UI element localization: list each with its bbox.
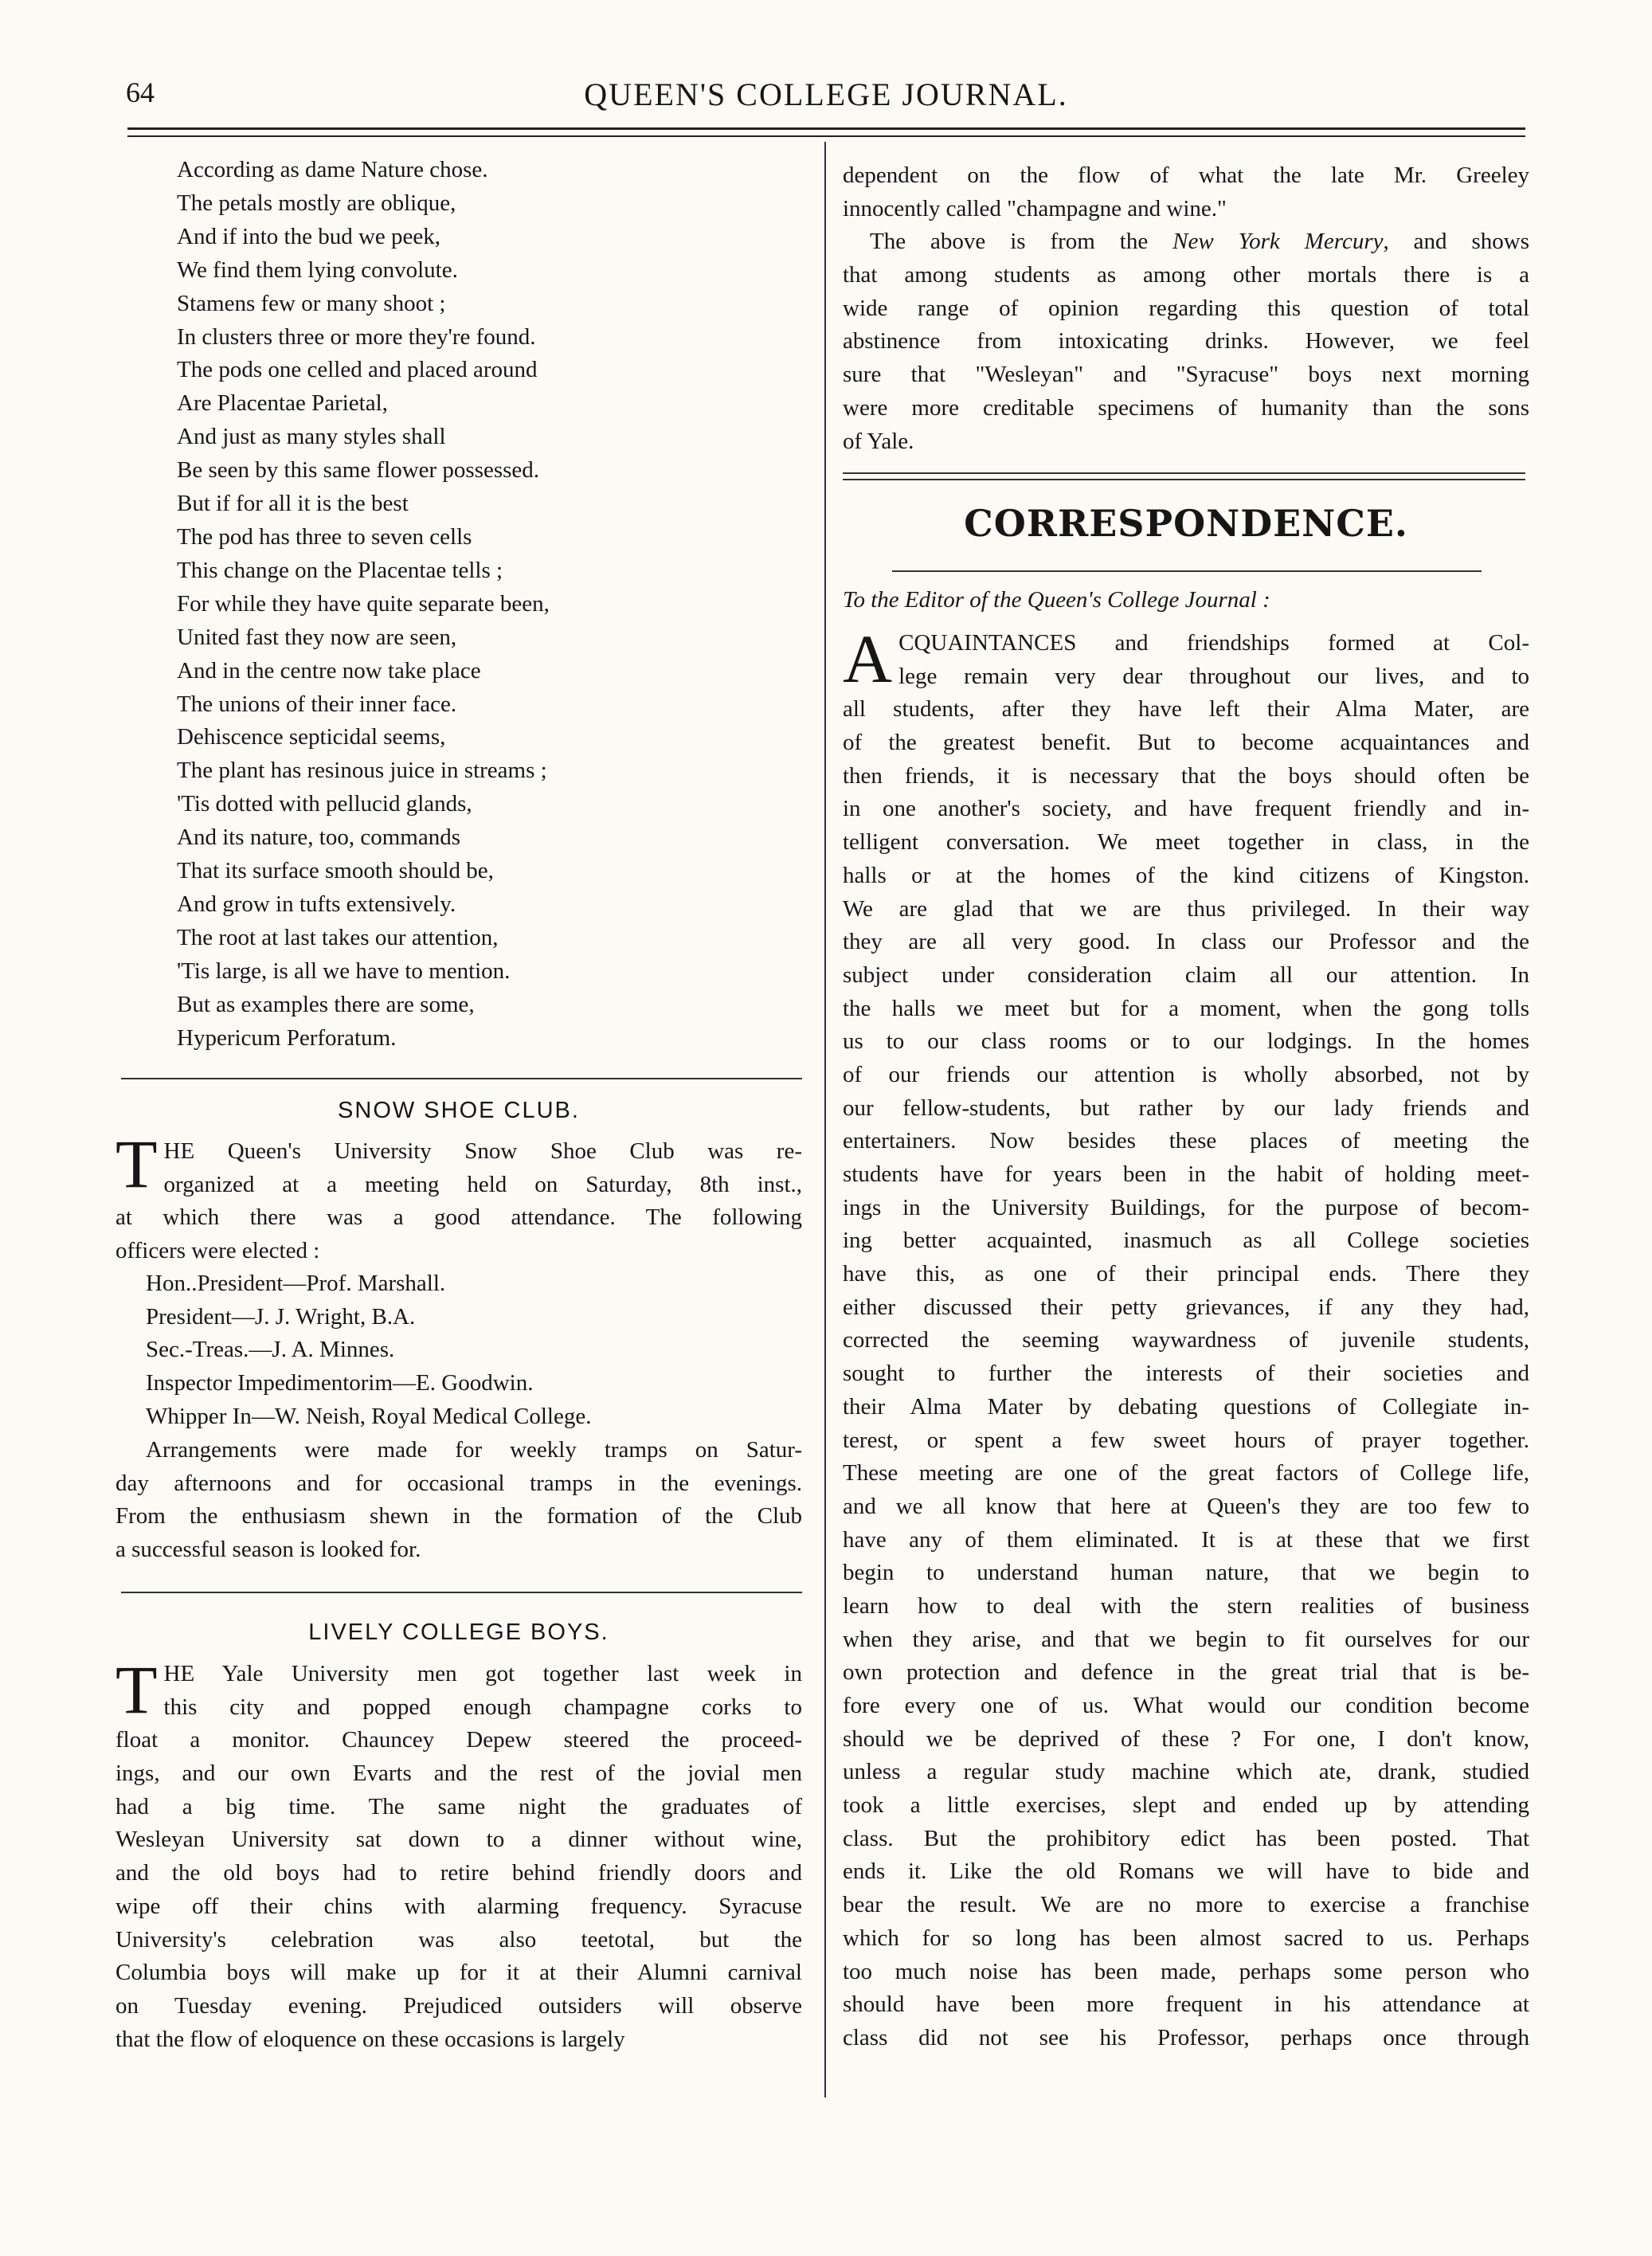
text-line: us to our class rooms or to our lodgings. In the homes [843,1028,1529,1055]
snow-shoe-title: SNOW SHOE CLUB. [338,1098,580,1123]
snow-shoe-article [115,1126,802,1202]
text-line: organized at a meeting held on Saturday, 8th inst., [163,1171,802,1197]
section-rule [843,472,1525,474]
source-suffix: , and shows [1383,229,1529,255]
text-line: Wesleyan University sat down to a dinner without wine, [115,1827,802,1853]
poem-line: But if for all it is the best [177,491,409,517]
yale-continuation [843,159,1529,458]
text-line: unless a regular study machine which ate, drank, studied [843,1759,1529,1785]
text-line: ing better acquainted, inasmuch as all College societies [843,1228,1529,1254]
text-line: terest, or spent a few sweet hours of prayer together. [843,1427,1529,1453]
poem-line: Be seen by this same flower possessed. [177,457,540,484]
poem-line: Hypericum Perforatum. [177,1024,397,1051]
text-line: dependent on the flow of what the late Mr. Greeley [843,163,1529,188]
poem-line: 'Tis large, is all we have to mention. [177,958,511,984]
drop-cap: T [115,1126,158,1202]
text-line: class. But the prohibitory edict has been posted. That [843,1825,1529,1851]
poem-line: And if into the bud we peek, [177,223,441,249]
text-line: lege remain very dear throughout our lives, and to [898,663,1529,689]
poem [177,154,798,1055]
text-line: We are glad that we are thus privileged. In their way [843,895,1529,922]
text-line: bear the result. We are no more to exercise a franchise [843,1892,1529,1918]
text-line: class did not see his Professor, perhaps once through [843,2024,1529,2050]
text-line: ings, and our own Evarts and the rest of the jovial men [115,1761,802,1787]
source-name: New York Mercury [1172,229,1384,255]
poem-line: The pod has three to seven cells [177,523,472,550]
text-line: entertainers. Now besides these places of meeting the [843,1128,1529,1154]
text-line: wide range of opinion regarding this question of total [843,295,1529,321]
text-line: CQUAINTANCES and friendships formed at Col- [898,630,1529,656]
poem-line: And in the centre now take place [177,657,481,683]
text-line: that among students as among other mortals there is a [843,262,1529,288]
text-line: sought to further the interests of their societies and [843,1361,1529,1387]
text-line: Arrangements were made for weekly tramps on Satur- [146,1437,802,1463]
poem-line: Stamens few or many shoot ; [177,290,446,316]
snow-shoe-closing [115,1434,802,1567]
poem-line: And grow in tufts extensively. [177,891,456,917]
page-number: 64 [126,76,155,108]
text-line: wipe off their chins with alarming frequency. Syracuse [115,1893,802,1919]
journal-title: QUEEN'S COLLEGE JOURNAL. [584,76,1068,112]
correspondence-title: CORRESPONDENCE. [964,502,1408,545]
lively-title: LIVELY COLLEGE BOYS. [308,1620,609,1645]
text-line: float a monitor. Chauncey Depew steered the proceed- [115,1727,802,1753]
officer-entry: Inspector Impedimentorim—E. Goodwin. [146,1370,534,1396]
text-line: fore every one of us. What would our condition become [843,1693,1529,1718]
text-line: halls or at the homes of the kind citizens of Kingston. [843,862,1529,888]
text-line: which for so long has been almost sacred to us. Perhaps [843,1925,1529,1951]
text-line: should have been more frequent in his attendance at [843,1992,1529,2018]
text-line: have any of them eliminated. It is at these that we first [843,1526,1529,1553]
text-line: day afternoons and for occasional tramps in the evenings. [115,1470,802,1496]
text-line: Columbia boys will make up for it at their Alumni carnival [115,1960,802,1986]
text-line: this city and popped enough champagne corks to [163,1694,802,1720]
text-line: then friends, it is necessary that the boys should often be [843,762,1529,789]
text-line: at which there was a good attendance. The following [115,1204,802,1230]
text-line: they are all very good. In class our Professor and the [843,929,1529,955]
poem-line: The pods one celled and placed around [177,357,538,383]
text-line: in one another's society, and have frequent friendly and in- [843,796,1529,822]
poem-line: And its nature, too, commands [177,824,461,851]
editor-salutation: To the Editor of the Queen's College Journal : [843,587,1270,613]
poem-line: The petals mostly are oblique, [177,190,456,216]
source-prefix: The above is from the [870,229,1173,255]
section-rule [121,1592,802,1593]
section-rule [121,1078,802,1079]
text-line: took a little exercises, slept and ended up by attending [843,1792,1529,1819]
text-line: have this, as one of their principal ends. There they [843,1261,1529,1287]
poem-line: The root at last takes our attention, [177,924,499,950]
header-rule-thin [127,135,1525,137]
text-line: ends it. Like the old Romans we will have to bide and [843,1858,1529,1885]
text-line: our fellow-students, but rather by our lady friends and [843,1095,1529,1121]
poem-line: In clusters three or more they're found. [177,323,536,350]
text-line: subject under consideration claim all our attention. In [843,962,1529,988]
text-line: corrected the seeming waywardness of juvenile students, [843,1327,1529,1353]
officer-entry: Whipper In—W. Neish, Royal Medical College. [146,1403,592,1429]
officers-list [115,1267,802,1433]
text-line: of the greatest benefit. But to become acquaintances and [843,730,1529,756]
correspondence-letter [843,621,1529,2055]
text-line: when they arise, and that we begin to fit ourselves for our [843,1626,1529,1652]
poem-line: The unions of their inner face. [177,691,457,717]
text-line [843,225,1529,259]
text-line: These meeting are one of the great factors of College life, [843,1460,1529,1486]
poem-line: For while they have quite separate been, [177,590,550,617]
header-rule [127,127,1525,130]
correspondence-rule [892,570,1482,572]
drop-cap: A [843,621,893,697]
text-line: were more creditable specimens of humanity than the sons [843,394,1529,421]
text-line: and we all know that here at Queen's they are too few to [843,1493,1529,1519]
section-rule-thin [843,479,1525,480]
text-line: students have for years been in the habit of holding meet- [843,1161,1529,1187]
text-line: begin to understand human nature, that we begin to [843,1560,1529,1586]
officer-entry: Sec.-Treas.—J. A. Minnes. [146,1337,395,1363]
poem-line: And just as many styles shall [177,424,446,450]
text-line: University's celebration was also teetotal, but the [115,1926,802,1952]
officer-entry: President—J. J. Wright, B.A. [146,1303,416,1330]
text-line: that the flow of eloquence on these occasions is largely [115,2026,625,2052]
officer-entry: Hon..President—Prof. Marshall. [146,1271,446,1296]
poem-line: That its surface smooth should be, [177,858,494,884]
text-line: on Tuesday evening. Prejudiced outsiders will observe [115,1992,802,2019]
snow-shoe-article-cont [115,1201,802,1267]
text-line: should we be deprived of these ? For one, I don't know, [843,1725,1529,1752]
text-line: too much noise has been made, perhaps some person who [843,1958,1529,1984]
text-line: abstinence from intoxicating drinks. However, we feel [843,328,1529,354]
poem-line: 'Tis dotted with pellucid glands, [177,791,472,817]
page-header [0,76,1652,116]
text-line: had a big time. The same night the graduates of [115,1793,802,1819]
text-line: From the enthusiasm shewn in the formation of the Club [115,1503,802,1529]
column-divider [824,142,826,2097]
text-line: telligent conversation. We meet together in class, in the [843,829,1529,856]
text-line: HE Queen's University Snow Shoe Club was re- [163,1138,802,1164]
poem-line: This change on the Placentae tells ; [177,557,503,583]
text-line: the halls we meet but for a moment, when the gong tolls [843,995,1529,1021]
text-line: of our friends our attention is wholly absorbed, not by [843,1061,1529,1087]
text-line: learn how to deal with the stern realities of business [843,1592,1529,1619]
poem-line: We find them lying convolute. [177,257,458,283]
drop-cap: T [115,1651,158,1728]
text-line: of Yale. [843,428,914,454]
lively-article [115,1651,802,2056]
poem-line: Are Placentae Parietal, [177,390,388,417]
text-line: ings in the University Buildings, for the purpose of becom- [843,1194,1529,1220]
text-line: own protection and defence in the great trial that is be- [843,1659,1529,1686]
text-line: all students, after they have left their Alma Mater, are [843,696,1529,723]
poem-line: The plant has resinous juice in streams ; [177,758,547,784]
poem-line: Dehiscence septicidal seems, [177,724,446,750]
poem-line: But as examples there are some, [177,991,475,1017]
text-line: a successful season is looked for. [115,1537,421,1563]
text-line: sure that "Wesleyan" and "Syracuse" boys next morning [843,362,1529,388]
text-line: and the old boys had to retire behind friendly doors and [115,1860,802,1886]
text-line: officers were elected : [115,1237,320,1263]
poem-line: According as dame Nature chose. [177,157,488,182]
text-line: innocently called "champagne and wine." [843,195,1227,221]
text-line: their Alma Mater by debating questions of Collegiate in- [843,1393,1529,1420]
text-line: either discussed their petty grievances, if any they had, [843,1294,1529,1320]
poem-line: United fast they now are seen, [177,624,457,650]
text-line: HE Yale University men got together last week in [163,1661,802,1686]
